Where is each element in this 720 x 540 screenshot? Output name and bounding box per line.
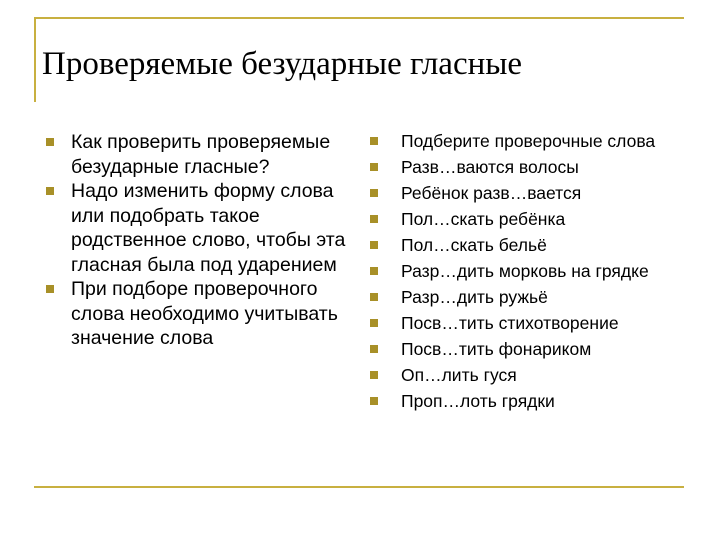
slide-title: Проверяемые безударные гласные bbox=[42, 46, 523, 82]
list-item-text: Посв…тить стихотворение bbox=[401, 313, 619, 333]
list-item-text: Пол…скать бельё bbox=[401, 235, 547, 255]
square-bullet-icon bbox=[370, 137, 378, 145]
square-bullet-icon bbox=[46, 285, 54, 293]
square-bullet-icon bbox=[370, 189, 378, 197]
list-item bbox=[370, 209, 710, 229]
list-item-text: При подборе проверочного слова необходимо учитывать значение слова bbox=[71, 278, 338, 349]
square-bullet-icon bbox=[370, 319, 378, 327]
list-item bbox=[46, 130, 356, 179]
list-item bbox=[370, 131, 710, 151]
frame-left-line bbox=[34, 17, 36, 102]
square-bullet-icon bbox=[370, 345, 378, 353]
list-item-text: Разр…дить ружьё bbox=[401, 287, 548, 307]
list-item bbox=[370, 235, 710, 255]
list-item-text: Разв…ваются волосы bbox=[401, 157, 579, 177]
list-item-text: Пол…скать ребёнка bbox=[401, 209, 566, 229]
list-item-text: Надо изменить форму слова или подобрать такое родственное слово, чтобы эта гласная была под ударением bbox=[71, 180, 346, 276]
square-bullet-icon bbox=[370, 241, 378, 249]
square-bullet-icon bbox=[370, 293, 378, 301]
square-bullet-icon bbox=[370, 371, 378, 379]
square-bullet-icon bbox=[370, 163, 378, 171]
list-item bbox=[370, 261, 710, 281]
square-bullet-icon bbox=[370, 267, 378, 275]
list-item-text: Подберите проверочные слова bbox=[401, 131, 656, 151]
list-item-text: Посв…тить фонариком bbox=[401, 339, 592, 359]
list-item-text: Проп…лоть грядки bbox=[401, 391, 555, 411]
square-bullet-icon bbox=[370, 397, 378, 405]
list-item bbox=[46, 179, 356, 277]
list-item-text: Ребёнок разв…вается bbox=[401, 183, 582, 203]
square-bullet-icon bbox=[46, 187, 54, 195]
frame-top-line bbox=[34, 17, 684, 19]
right-bullet-list bbox=[370, 131, 710, 417]
list-item-text: Как проверить проверяемые безударные гласные? bbox=[71, 131, 331, 178]
list-item bbox=[370, 339, 710, 359]
list-item bbox=[46, 277, 356, 351]
square-bullet-icon bbox=[46, 138, 54, 146]
list-item bbox=[370, 365, 710, 385]
list-item bbox=[370, 313, 710, 333]
list-item bbox=[370, 183, 710, 203]
list-item-text: Разр…дить морковь на грядке bbox=[401, 261, 649, 281]
list-item bbox=[370, 391, 710, 411]
list-item bbox=[370, 287, 710, 307]
square-bullet-icon bbox=[370, 215, 378, 223]
list-item bbox=[370, 157, 710, 177]
left-bullet-list bbox=[46, 130, 356, 351]
list-item-text: Оп…лить гуся bbox=[401, 365, 517, 385]
bottom-divider bbox=[34, 486, 684, 488]
